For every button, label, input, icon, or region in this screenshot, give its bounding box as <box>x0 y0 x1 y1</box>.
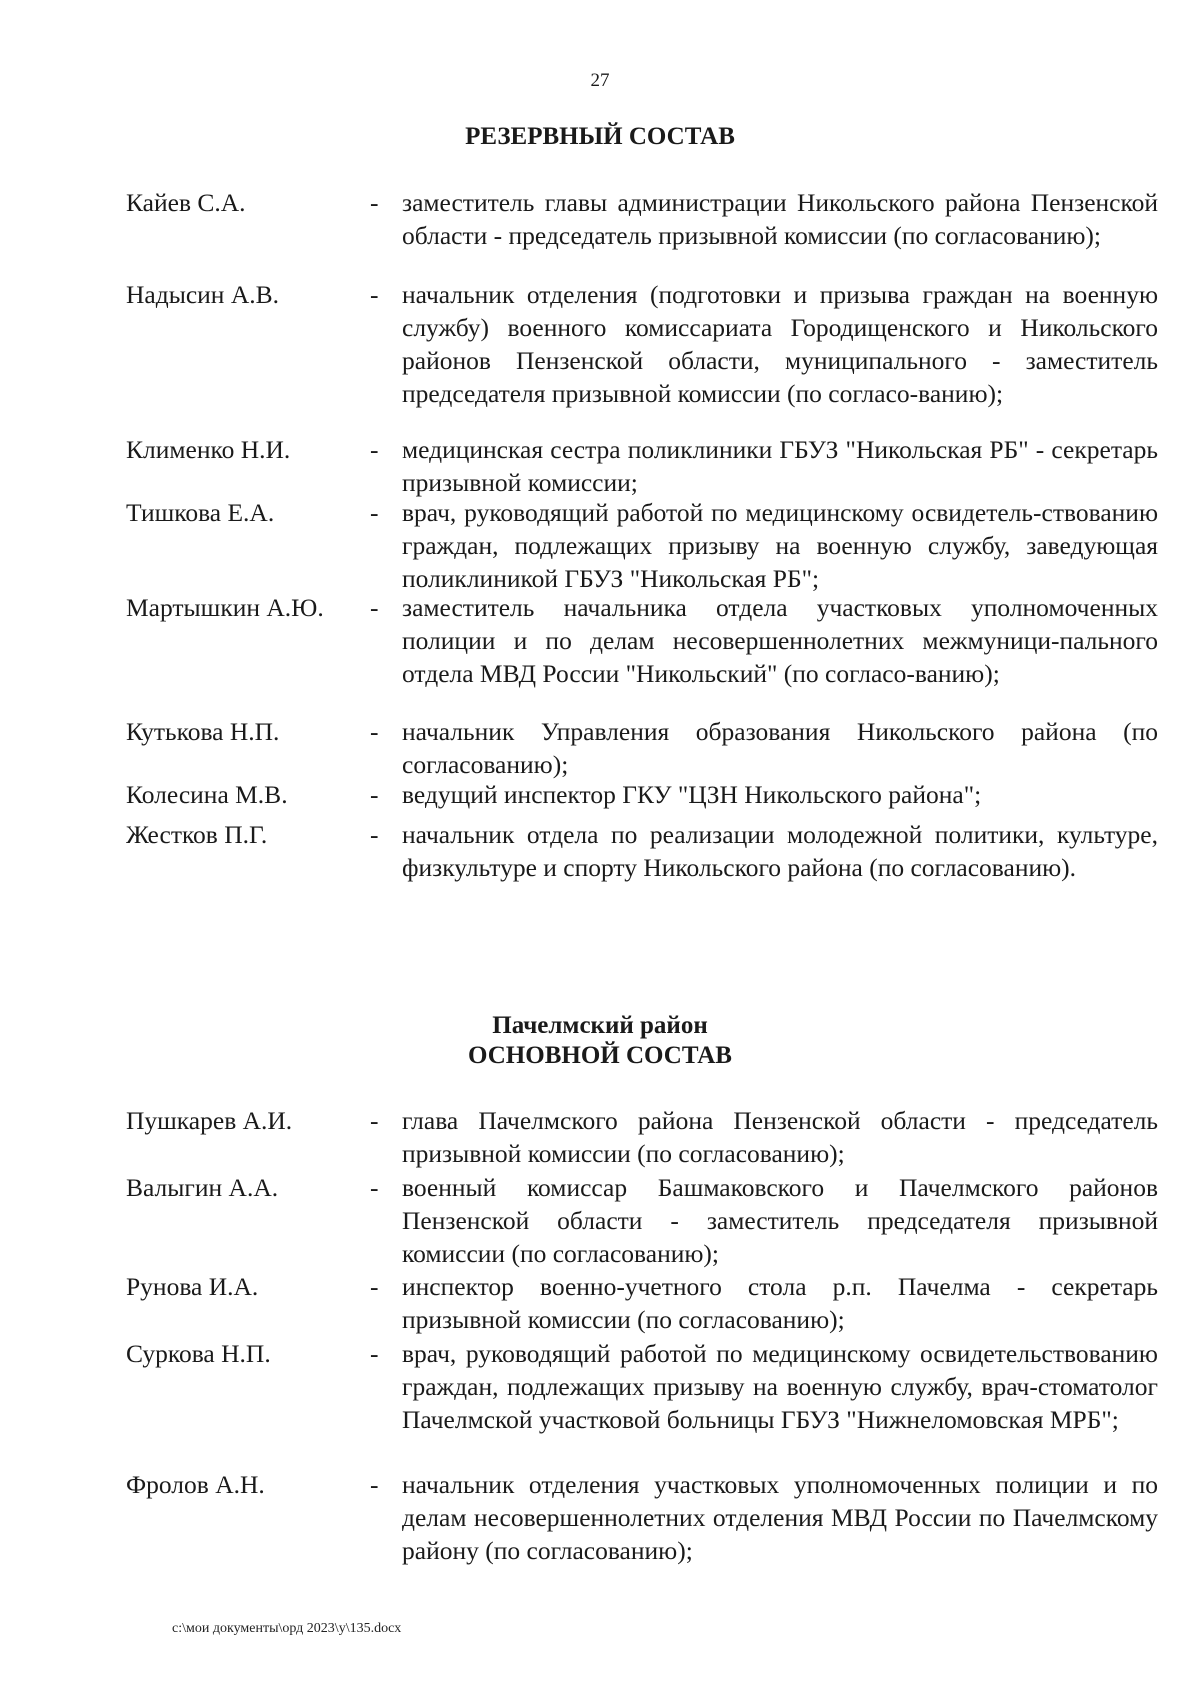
member-dash: - <box>370 1339 379 1368</box>
file-path-footer: c:\мои документы\орд 2023\у\135.docx <box>172 1621 402 1636</box>
member-list-reserve <box>0 186 1200 914</box>
member-dash: - <box>370 717 379 746</box>
member-entry <box>0 278 1200 433</box>
member-entry <box>0 591 1200 715</box>
member-role: начальник отделения (подготовки и призыва граждан на военную службу) военного комиссариата Городищенского и Никольского районов Пензенской области, муниципального - заместитель председателя призывной комиссии (по согласо-ванию); <box>402 280 1158 408</box>
member-name: Рунова И.А. <box>126 1272 259 1301</box>
member-dash: - <box>370 498 379 527</box>
member-name: Кутькова Н.П. <box>126 717 280 746</box>
member-dash: - <box>370 820 379 849</box>
member-role: начальник отдела по реализации молодежной политики, культуре, физкультуре и спорту Никольского района (по согласованию). <box>402 820 1158 882</box>
member-dash: - <box>370 1173 379 1202</box>
member-dash: - <box>370 780 379 809</box>
member-name: Надысин А.В. <box>126 280 279 309</box>
member-name: Суркова Н.П. <box>126 1339 271 1368</box>
member-name: Мартышкин А.Ю. <box>126 593 324 622</box>
member-role: заместитель главы администрации Никольского района Пензенской области - председатель призывной комиссии (по согласованию); <box>402 188 1158 250</box>
member-entry <box>0 1104 1200 1171</box>
member-entry <box>0 1468 1200 1567</box>
member-name: Пушкарев А.И. <box>126 1106 293 1135</box>
member-name: Колесина М.В. <box>126 780 288 809</box>
member-role: врач, руководящий работой по медицинскому освидетельствованию граждан, подлежащих призыву на военную службу, врач-стоматолог Пачелмской участковой больницы ГБУЗ "Нижнеломовская МРБ"; <box>402 1339 1158 1434</box>
member-name: Тишкова Е.А. <box>126 498 275 527</box>
member-entry <box>0 433 1200 496</box>
member-dash: - <box>370 435 379 464</box>
member-entry <box>0 1337 1200 1468</box>
member-dash: - <box>370 280 379 309</box>
member-role: заместитель начальника отдела участковых уполномоченных полиции и по делам несовершеннолетних межмуници-пального отдела МВД России "Никольский" (по согласо-ванию); <box>402 593 1158 688</box>
member-name: Жестков П.Г. <box>126 820 268 849</box>
member-dash: - <box>370 188 379 217</box>
section-heading-reserve: РЕЗЕРВНЫЙ СОСТАВ <box>465 123 735 150</box>
member-name: Валыгин А.А. <box>126 1173 279 1202</box>
member-entry <box>0 186 1200 278</box>
member-entry <box>0 1270 1200 1337</box>
member-role: начальник Управления образования Никольского района (по согласованию); <box>402 717 1158 779</box>
member-role: инспектор военно-учетного стола р.п. Пачелма - секретарь призывной комиссии (по согласованию); <box>402 1272 1158 1334</box>
member-name: Кайев С.А. <box>126 188 246 217</box>
member-list-main <box>0 1104 1200 1567</box>
member-name: Фролов А.Н. <box>126 1470 265 1499</box>
member-role: медицинская сестра поликлиники ГБУЗ "Никольская РБ" - секретарь призывной комиссии; <box>402 435 1158 497</box>
member-entry <box>0 778 1200 818</box>
member-entry <box>0 715 1200 778</box>
member-role: глава Пачелмского района Пензенской области - председатель призывной комиссии (по согласованию); <box>402 1106 1158 1168</box>
member-dash: - <box>370 1106 379 1135</box>
member-role: военный комиссар Башмаковского и Пачелмского районов Пензенской области - заместитель председателя призывной комиссии (по согласованию); <box>402 1173 1158 1268</box>
member-role: начальник отделения участковых уполномоченных полиции и по делам несовершеннолетних отделения МВД России по Пачелмскому району (по согласованию); <box>402 1470 1158 1565</box>
page-number: 27 <box>590 70 610 91</box>
member-dash: - <box>370 1470 379 1499</box>
member-dash: - <box>370 593 379 622</box>
member-dash: - <box>370 1272 379 1301</box>
member-entry <box>0 818 1200 914</box>
member-entry <box>0 496 1200 591</box>
member-name: Клименко Н.И. <box>126 435 291 464</box>
section-heading-main: ОСНОВНОЙ СОСТАВ <box>468 1042 732 1069</box>
member-role: врач, руководящий работой по медицинскому освидетель-ствованию граждан, подлежащих призыву на военную службу, заведующая поликлиникой ГБУЗ "Никольская РБ"; <box>402 498 1158 593</box>
member-role: ведущий инспектор ГКУ "ЦЗН Никольского района"; <box>402 780 982 809</box>
district-heading: Пачелмский район <box>492 1012 708 1039</box>
member-entry <box>0 1171 1200 1270</box>
